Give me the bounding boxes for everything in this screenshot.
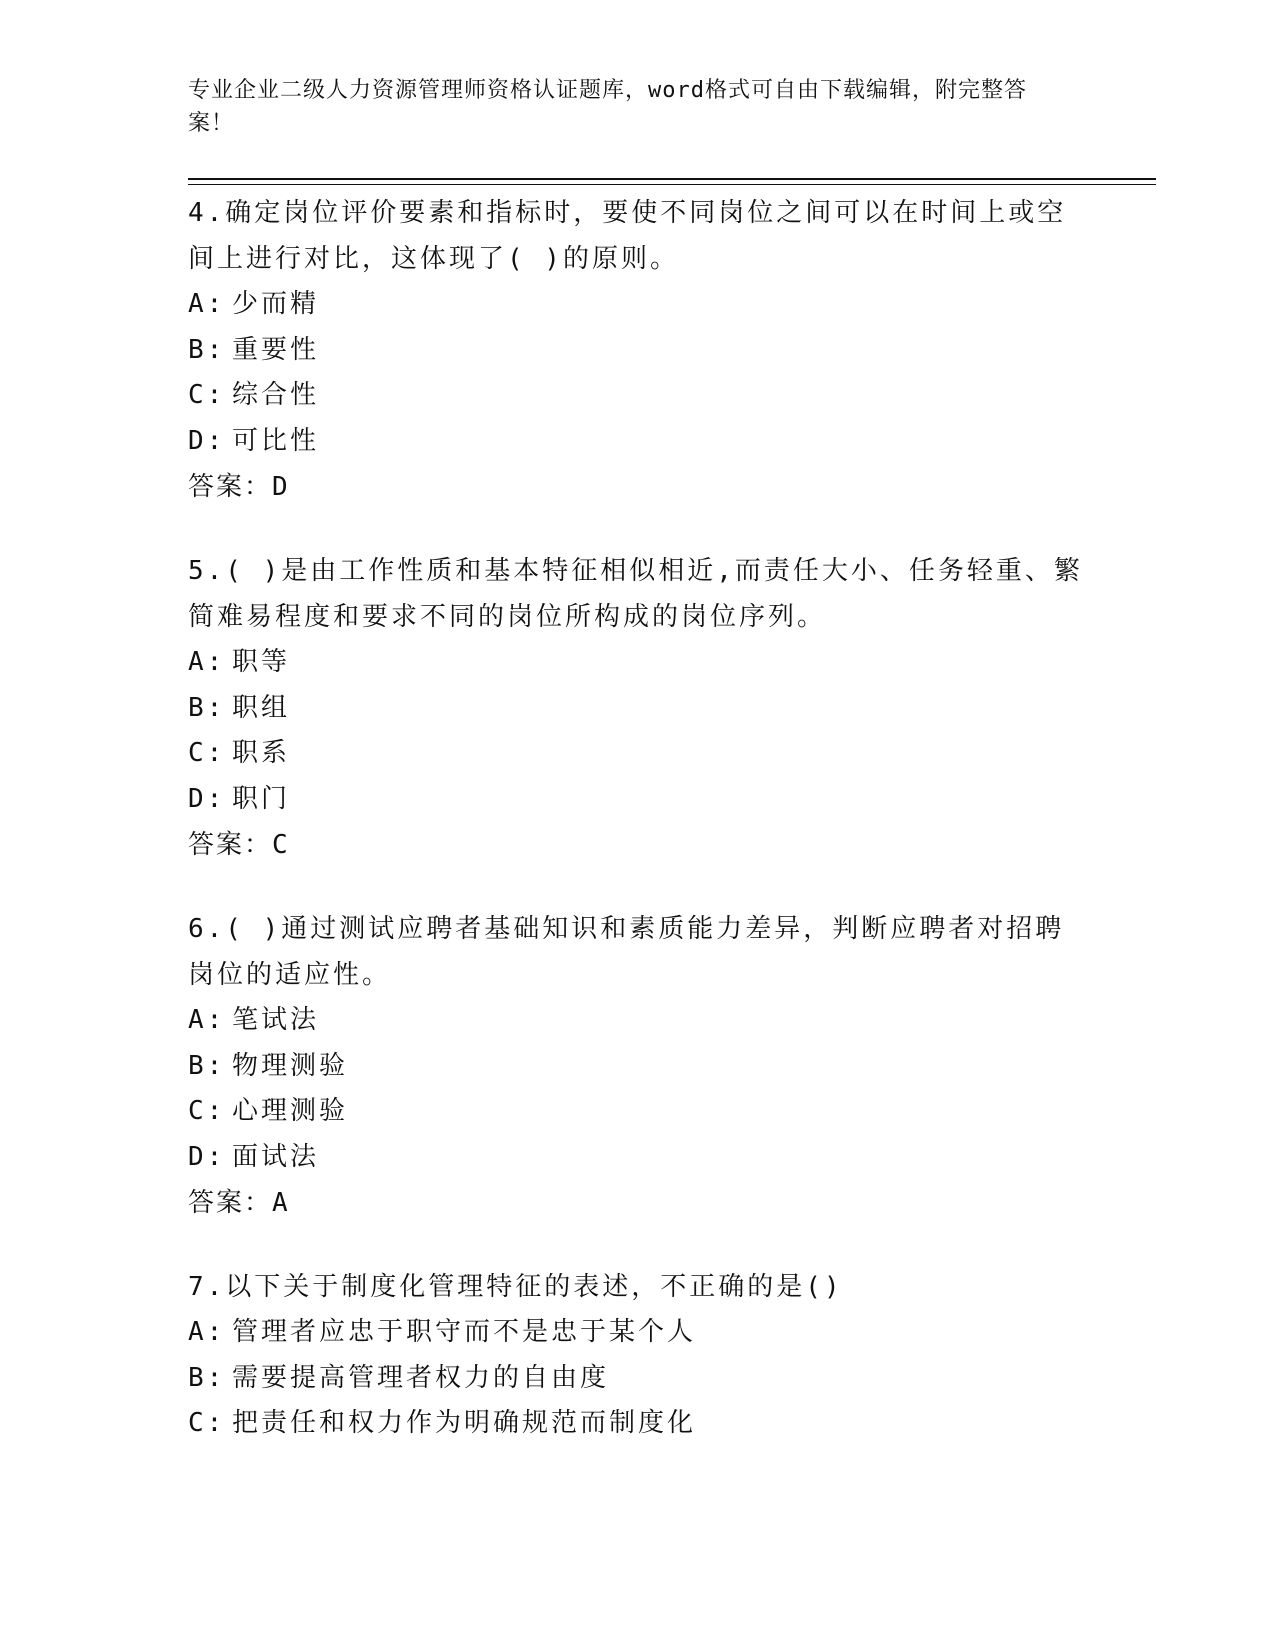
option-letter: A: bbox=[188, 647, 226, 677]
option-text: 职组 bbox=[232, 692, 291, 723]
option-d bbox=[188, 777, 1088, 823]
option-letter: A: bbox=[188, 289, 226, 319]
option-letter: C: bbox=[188, 738, 226, 768]
option-text: 需要提高管理者权力的自由度 bbox=[232, 1362, 610, 1393]
option-text: 职门 bbox=[232, 783, 291, 814]
document-header: 专业企业二级人力资源管理师资格认证题库，word格式可自由下载编辑，附完整答案！ bbox=[188, 78, 1027, 136]
option-d bbox=[188, 419, 1088, 465]
option-letter: D: bbox=[188, 783, 226, 814]
option-a bbox=[188, 998, 1088, 1044]
option-letter: A: bbox=[188, 1005, 226, 1035]
option-text: 职系 bbox=[232, 738, 291, 768]
answer-line bbox=[188, 822, 1088, 868]
option-b bbox=[188, 1356, 1088, 1402]
option-b bbox=[188, 686, 1088, 732]
option-a bbox=[188, 282, 1088, 328]
option-text: 综合性 bbox=[232, 380, 320, 410]
answer-line bbox=[188, 1180, 1088, 1226]
option-text: 笔试法 bbox=[232, 1005, 320, 1035]
option-text: 职等 bbox=[232, 647, 291, 677]
question-text: 6.( )通过测试应聘者基础知识和素质能力差异，判断应聘者对招聘岗位的适应性。 bbox=[188, 914, 1065, 990]
question-list bbox=[188, 188, 1088, 1483]
header-divider-thin bbox=[188, 184, 1156, 185]
question-item bbox=[188, 904, 1088, 1226]
option-text: 管理者应忠于职守而不是忠于某个人 bbox=[232, 1317, 697, 1347]
option-text: 面试法 bbox=[232, 1141, 320, 1172]
option-text: 心理测验 bbox=[232, 1096, 349, 1126]
option-c bbox=[188, 373, 1088, 419]
answer-value: A bbox=[272, 1188, 290, 1218]
answer-label: 答案： bbox=[188, 830, 273, 860]
option-a bbox=[188, 1310, 1088, 1356]
answer-value: C bbox=[272, 830, 290, 860]
option-letter: D: bbox=[188, 1141, 226, 1172]
option-b bbox=[188, 1044, 1088, 1090]
option-letter: B: bbox=[188, 334, 226, 365]
question-text: 4.确定岗位评价要素和指标时，要使不同岗位之间可以在时间上或空间上进行对比，这体现了( )的原则。 bbox=[188, 198, 1067, 274]
question-item bbox=[188, 546, 1088, 868]
answer-line bbox=[188, 464, 1088, 510]
option-letter: C: bbox=[188, 1408, 226, 1438]
option-text: 少而精 bbox=[232, 289, 320, 319]
option-letter: C: bbox=[188, 380, 226, 410]
option-text: 物理测验 bbox=[232, 1050, 349, 1081]
question-item bbox=[188, 188, 1088, 510]
option-c bbox=[188, 1089, 1088, 1135]
option-d bbox=[188, 1135, 1088, 1181]
answer-value: D bbox=[272, 472, 290, 502]
option-c bbox=[188, 731, 1088, 777]
question-item bbox=[188, 1262, 1088, 1447]
option-letter: B: bbox=[188, 1050, 226, 1081]
header-divider-thick bbox=[188, 178, 1156, 180]
option-b bbox=[188, 328, 1088, 374]
question-text: 5.( )是由工作性质和基本特征相似相近,而责任大小、任务轻重、繁简难易程度和要求不同的岗位所构成的岗位序列。 bbox=[188, 556, 1083, 632]
option-a bbox=[188, 640, 1088, 686]
option-letter: C: bbox=[188, 1096, 226, 1126]
option-text: 重要性 bbox=[232, 334, 320, 365]
option-text: 可比性 bbox=[232, 425, 320, 456]
option-letter: B: bbox=[188, 692, 226, 723]
option-c bbox=[188, 1401, 1088, 1447]
answer-label: 答案： bbox=[188, 472, 273, 502]
question-text: 7.以下关于制度化管理特征的表述，不正确的是() bbox=[188, 1272, 843, 1302]
answer-label: 答案： bbox=[188, 1188, 273, 1218]
option-letter: A: bbox=[188, 1317, 226, 1347]
option-letter: D: bbox=[188, 425, 226, 456]
option-text: 把责任和权力作为明确规范而制度化 bbox=[232, 1408, 697, 1438]
option-letter: B: bbox=[188, 1362, 226, 1393]
